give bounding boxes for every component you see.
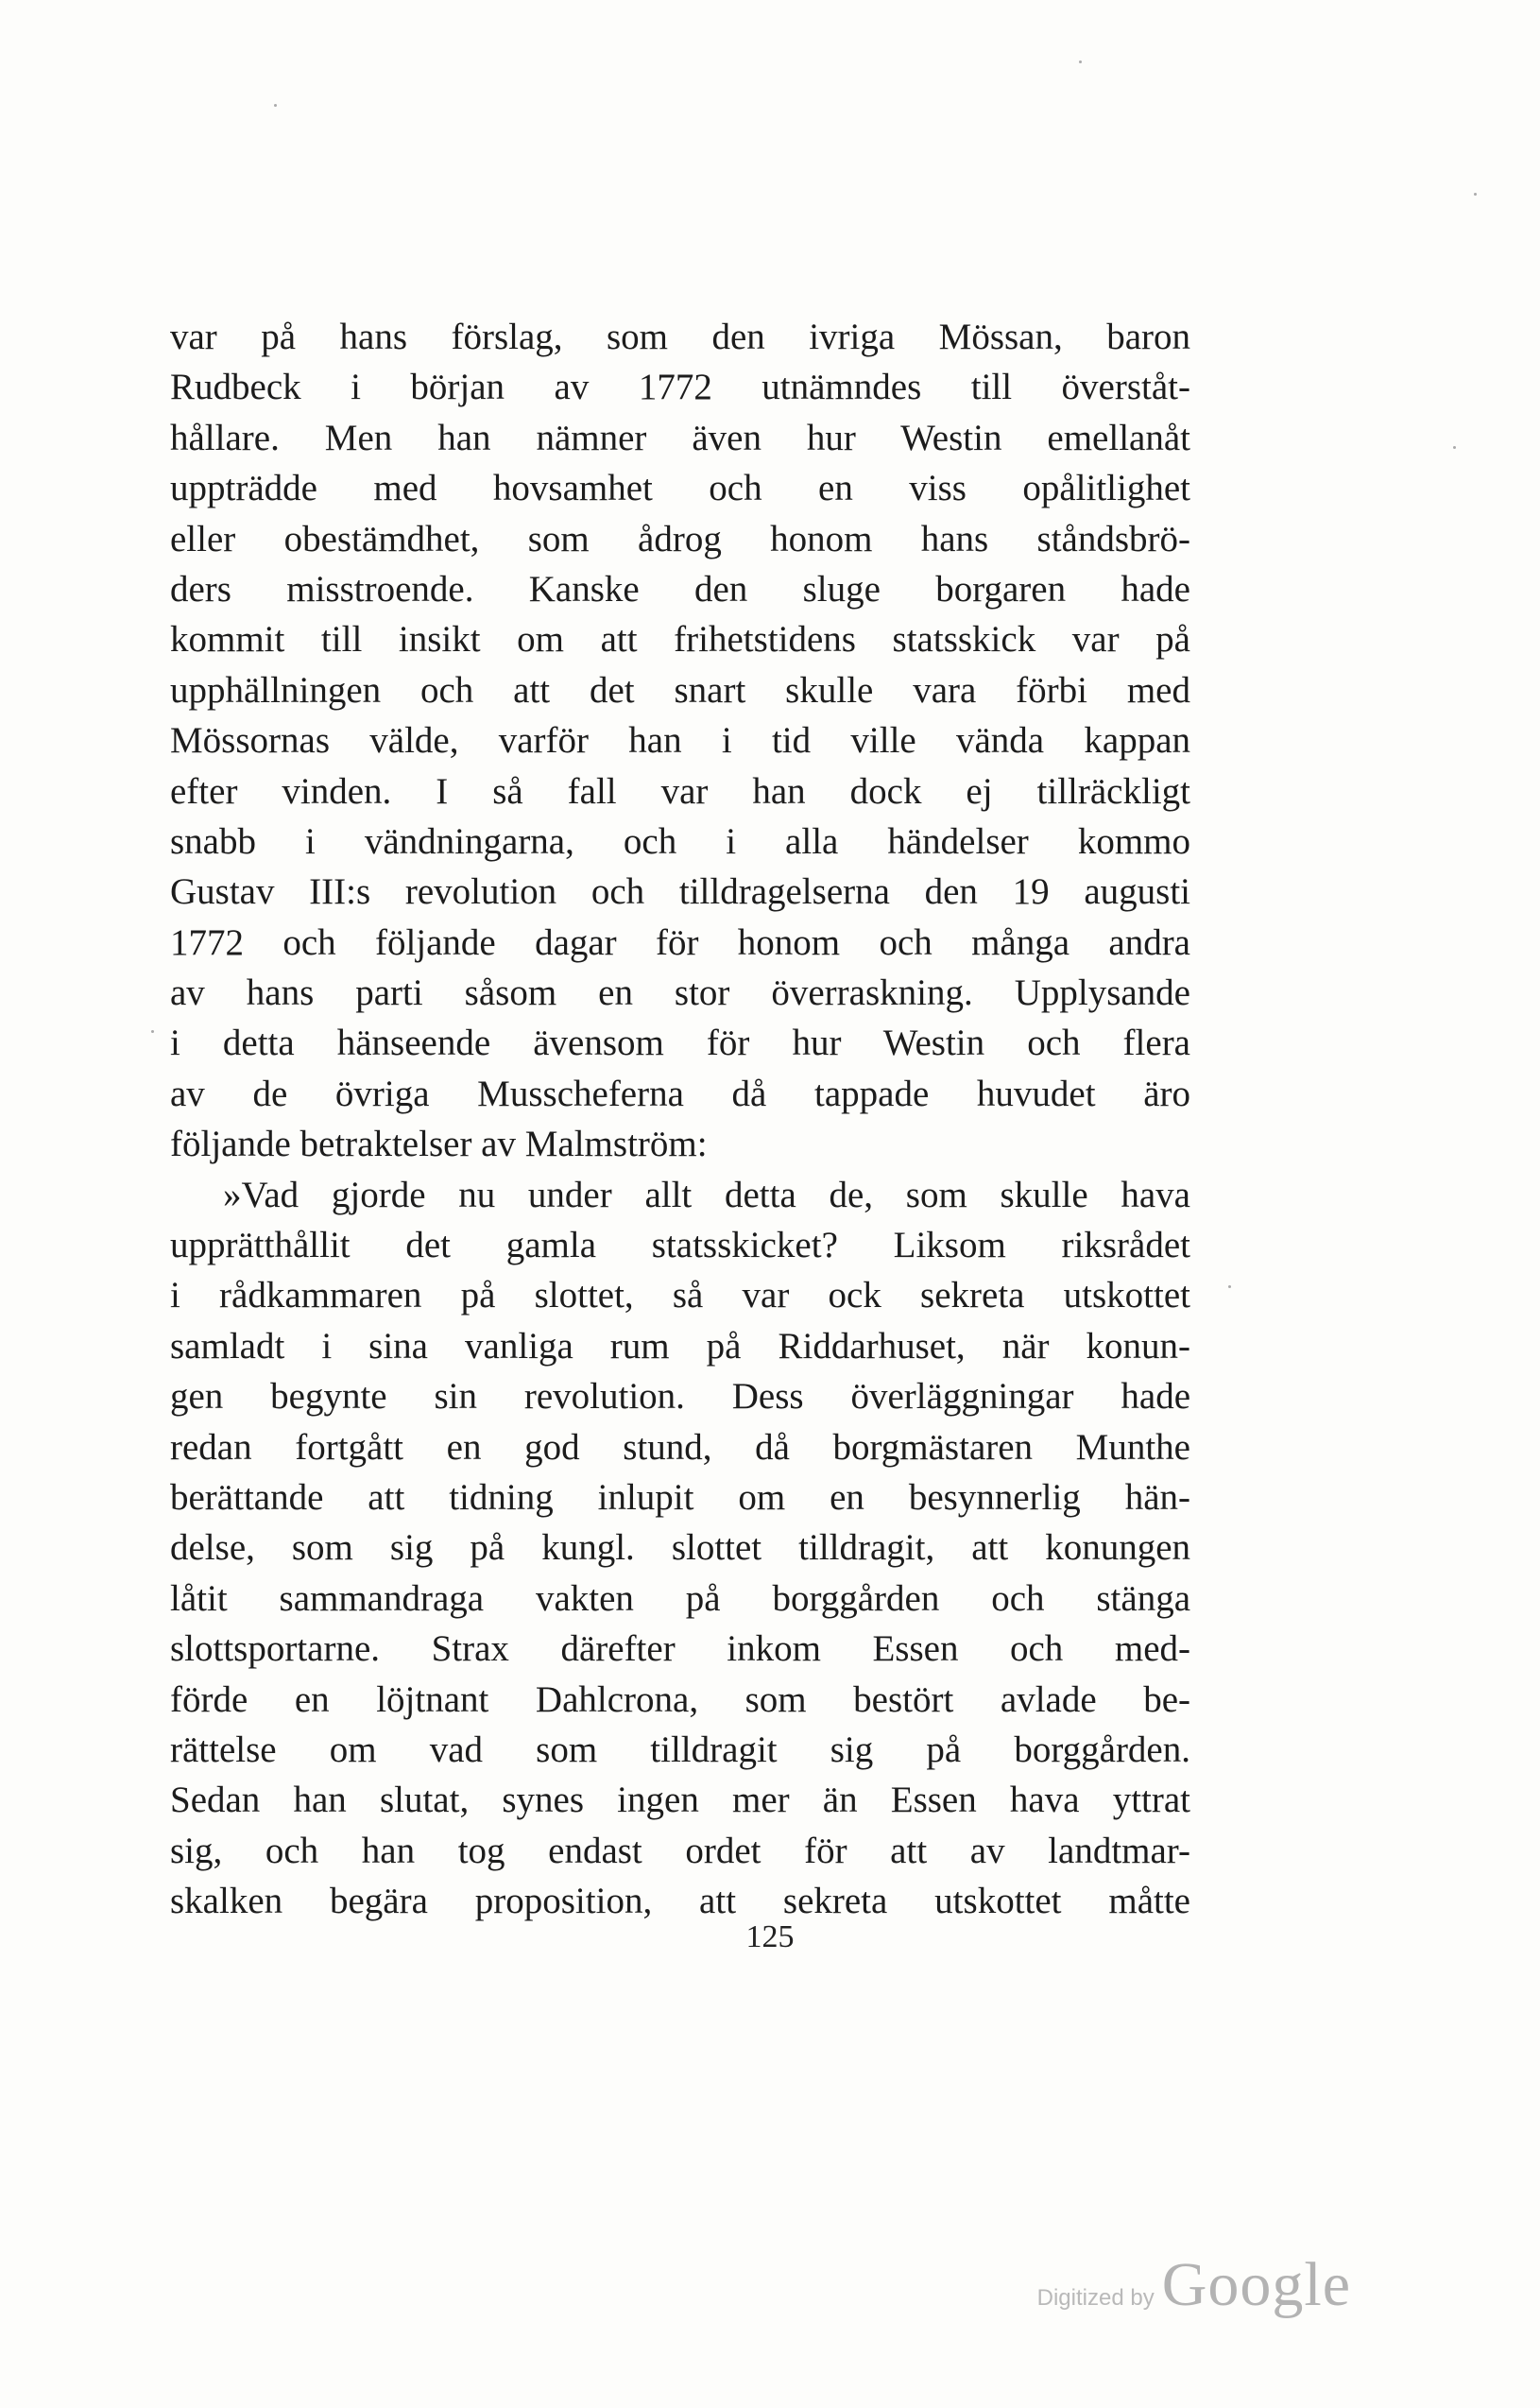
text-line-8: upphällningen och att det snart skulle vara förbi med (170, 669, 1190, 711)
text-line-25: delse, som sig på kungl. slottet tilldragit, att konungen (170, 1527, 1190, 1569)
text-line-20: i rådkammaren på slottet, så var ock sekreta utskottet (170, 1275, 1190, 1316)
text-line-16: av de övriga Musscheferna då tappade huvudet äro (170, 1073, 1190, 1114)
page-number: 125 (745, 1919, 795, 1954)
text-line-5: eller obestämdhet, som ådrog honom hans ståndsbrö- (170, 518, 1190, 559)
text-line-2: Rudbeck i början av 1772 utnämndes till överståt- (170, 367, 1190, 408)
google-watermark (1037, 2249, 1351, 2321)
text-line-15: i detta hänseende ävensom för hur Westin och flera (170, 1023, 1190, 1064)
text-line-12: Gustav III:s revolution och tilldragelserna den 19 augusti (170, 871, 1190, 913)
text-line-32: skalken begära proposition, att sekreta utskottet måtte (170, 1881, 1190, 1922)
watermark-prefix: Digitized by (1036, 2285, 1155, 2311)
text-line-31: sig, och han tog endast ordet för att av landtmar- (170, 1830, 1190, 1871)
text-line-27: slottsportarne. Strax därefter inkom Essen och med- (170, 1628, 1190, 1670)
google-logo: Google (1161, 2250, 1351, 2319)
scan-speck (1474, 193, 1477, 196)
scan-speck (1228, 1285, 1231, 1288)
text-line-4: uppträdde med hovsamhet och en viss opålitlighet (170, 468, 1190, 509)
text-line-28: förde en löjtnant Dahlcrona, som bestört avlade be- (170, 1678, 1190, 1720)
text-line-22: gen begynte sin revolution. Dess överläggningar hade (170, 1376, 1190, 1418)
text-line-19: upprätthållit det gamla statsskicket? Liksom riksrådet (170, 1225, 1190, 1266)
text-line-23: redan fortgått en god stund, då borgmästaren Munthe (170, 1426, 1190, 1468)
text-line-21: samladt i sina vanliga rum på Riddarhuset, när konun- (170, 1325, 1190, 1367)
text-line-10: efter vinden. I så fall var han dock ej tillräckligt (170, 770, 1190, 812)
text-line-29: rättelse om vad som tilldragit sig på borggården. (170, 1729, 1190, 1770)
text-line-26: låtit sammandraga vakten på borggården och stänga (170, 1577, 1190, 1619)
scan-speck (151, 1030, 154, 1033)
text-line-17: följande betraktelser av Malmström: (170, 1124, 708, 1165)
text-line-24: berättande att tidning inlupit om en besynnerlig hän- (170, 1476, 1190, 1518)
text-line-3: hållare. Men han nämner även hur Westin emellanåt (170, 417, 1190, 458)
text-line-9: Mössornas välde, varför han i tid ville vända kappan (170, 720, 1190, 762)
text-line-6: ders misstroende. Kanske den sluge borgaren hade (170, 568, 1190, 610)
text-line-30: Sedan han slutat, synes ingen mer än Essen hava yttrat (170, 1780, 1190, 1821)
text-line-11: snabb i vändningarna, och i alla händelser kommo (170, 820, 1190, 862)
text-line-14: av hans parti såsom en stor överraskning. Upplysande (170, 972, 1190, 1014)
text-line-7: kommit till insikt om att frihetstidens statsskick var på (170, 619, 1190, 661)
body-text (170, 312, 1190, 1927)
text-line-1: var på hans förslag, som den ivriga Mössan, baron (170, 317, 1190, 357)
text-line-13: 1772 och följande dagar för honom och många andra (170, 921, 1190, 963)
scan-speck (1453, 446, 1456, 449)
scan-speck (1079, 60, 1082, 63)
scan-speck (274, 104, 277, 107)
text-line-18: »Vad gjorde nu under allt detta de, som skulle hava (223, 1174, 1190, 1215)
